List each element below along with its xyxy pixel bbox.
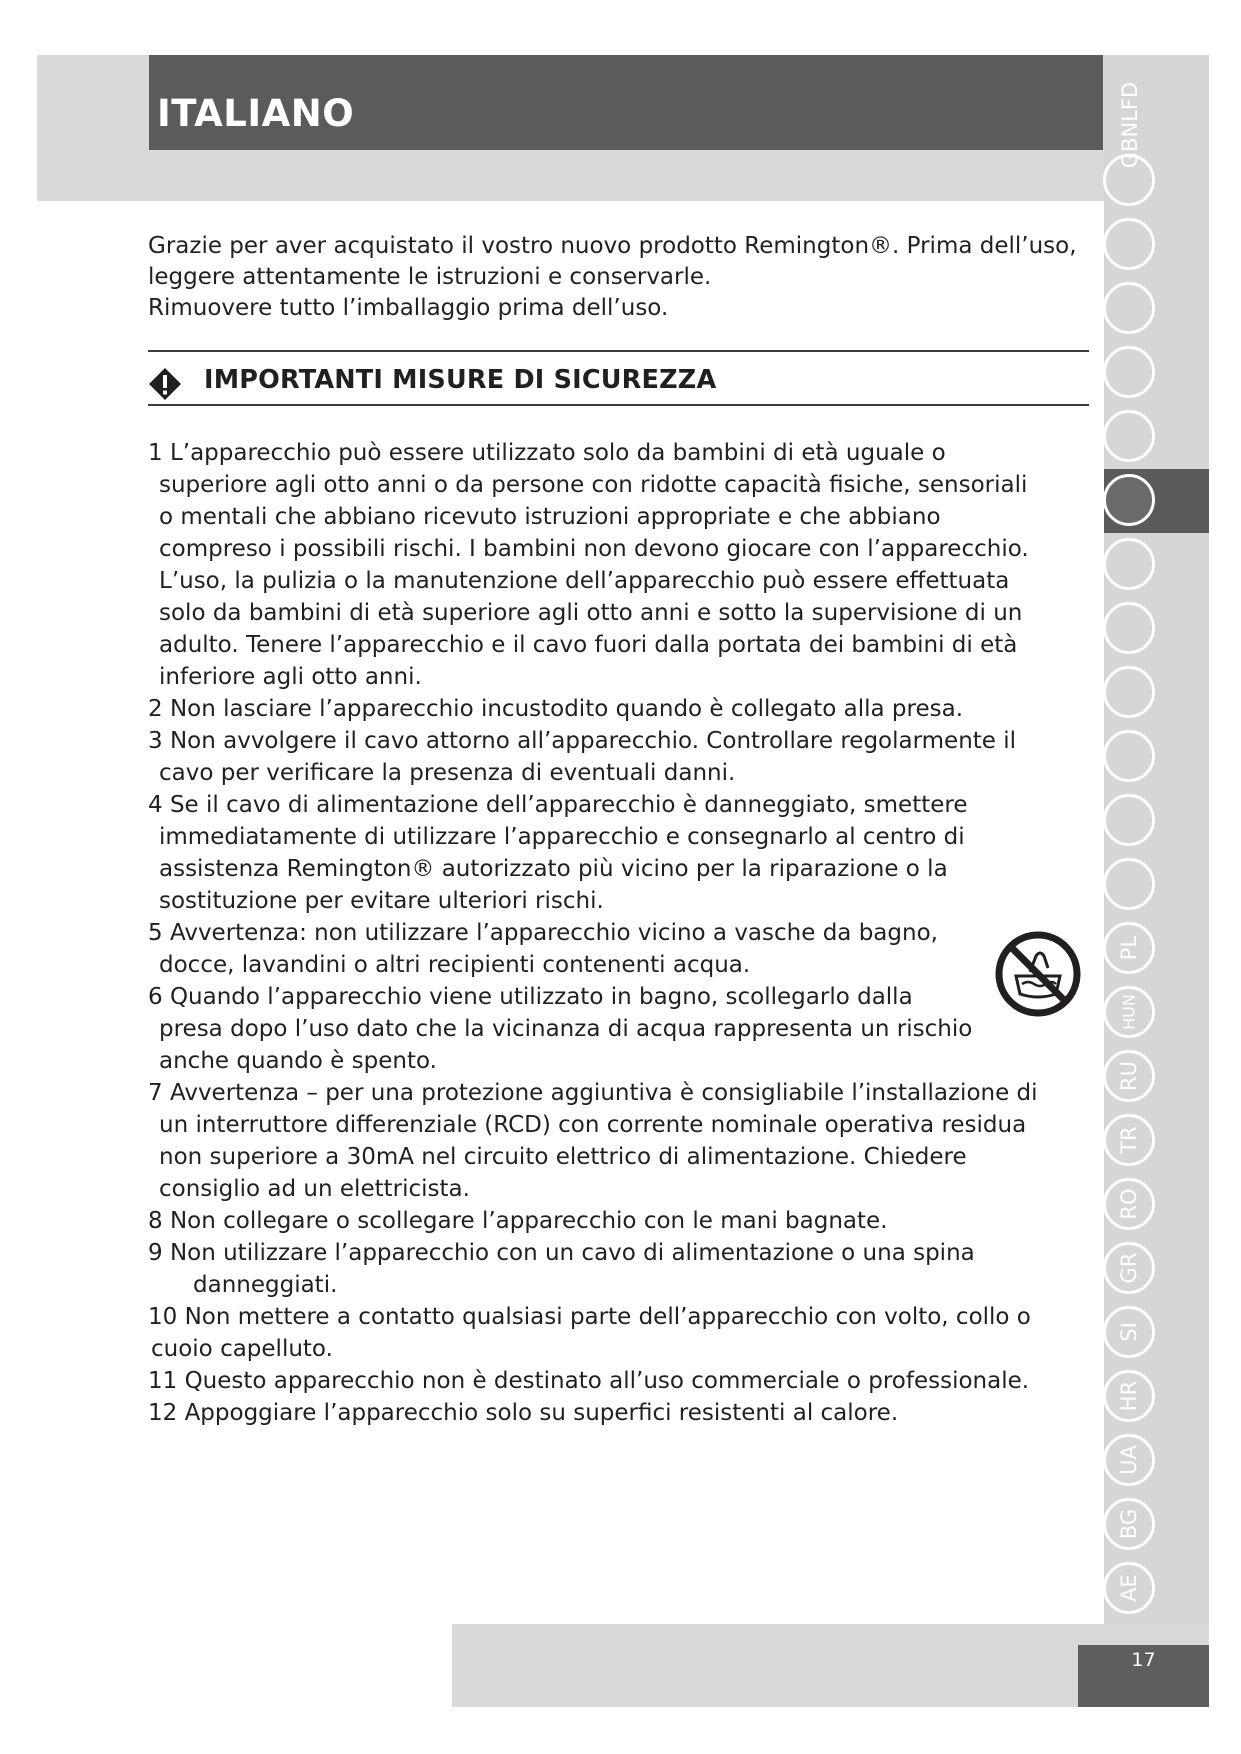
list-line: sostituzione per evitare ulteriori rischi. (159, 888, 604, 914)
section-rule-top (148, 350, 1089, 352)
lang-circle-i[interactable] (1103, 474, 1155, 526)
no-water-use-icon (994, 930, 1082, 1018)
list-line: L’uso, la pulizia o la manutenzione dell’apparecchio può essere effettuata (159, 568, 1010, 594)
warning-diamond-icon (148, 367, 182, 401)
list-line: 11 Questo apparecchio non è destinato all’uso commerciale o professionale. (148, 1368, 1030, 1394)
list-line: compreso i possibili rischi. I bambini non devono giocare con l’apparecchio. (159, 536, 1029, 562)
list-line: 2 Non lasciare l’apparecchio incustodito quando è collegato alla presa. (148, 696, 964, 722)
lang-circle-hun[interactable]: HUN (1103, 986, 1155, 1038)
lang-circle-sk[interactable] (1103, 794, 1155, 846)
list-line: 12 Appoggiare l’apparecchio solo su superfici resistenti al calore. (148, 1400, 899, 1426)
list-line: cavo per verificare la presenza di eventuali danni. (159, 760, 736, 786)
intro-line-2: leggere attentamente le istruzioni e conservarle. (148, 264, 712, 290)
list-line: assistenza Remington® autorizzato più vicino per la riparazione o la (159, 856, 948, 882)
lang-circle-pl[interactable]: PL (1103, 922, 1155, 974)
lang-circle-s[interactable] (1103, 538, 1155, 590)
list-line: un interruttore differenziale (RCD) con corrente nominale operativa residua (159, 1112, 1027, 1138)
section-title: IMPORTANTI MISURE DI SICUREZZA (204, 365, 717, 395)
list-line: anche quando è spento. (159, 1048, 437, 1074)
lang-circle-d[interactable] (1103, 346, 1155, 398)
lang-gb[interactable]: GB (1118, 137, 1142, 169)
list-line: danneggiati. (193, 1272, 338, 1298)
list-line: cuoio capelluto. (151, 1336, 333, 1362)
lang-d[interactable]: D (1118, 81, 1142, 98)
lang-circle-si[interactable]: SI (1103, 1306, 1155, 1358)
intro-line-1: Grazie per aver acquistato il vostro nuovo prodotto Remington®. Prima dell’uso, (148, 233, 1077, 259)
lang-circle-ae[interactable]: AE (1103, 1562, 1155, 1614)
list-line: o mentali che abbiano ricevuto istruzioni appropriate e che abbiano (159, 504, 941, 530)
list-line: presa dopo l’uso dato che la vicinanza di acqua rappresenta un rischio (159, 1016, 973, 1042)
lang-circle-fin[interactable] (1103, 666, 1155, 718)
page-number: 17 (1131, 1649, 1156, 1671)
lang-circle-nl[interactable] (1103, 218, 1155, 270)
list-line: inferiore agli otto anni. (159, 664, 422, 690)
section-rule-bottom (148, 404, 1089, 406)
list-line: 7 Avvertenza – per una protezione aggiuntiva è consigliabile l’installazione di (148, 1080, 1038, 1106)
lang-circle-tr[interactable]: TR (1103, 1114, 1155, 1166)
lang-circle-ru[interactable]: RU (1103, 1050, 1155, 1102)
page-title: ITALIANO (157, 92, 355, 135)
lang-circle-hr[interactable]: HR (1103, 1370, 1155, 1422)
lang-circle-gr[interactable]: GR (1103, 1242, 1155, 1294)
list-line: 10 Non mettere a contatto qualsiasi parte dell’apparecchio con volto, collo o (148, 1304, 1031, 1330)
list-line: superiore agli otto anni o da persone con ridotte capacità fisiche, sensoriali (159, 472, 1028, 498)
lang-circle-ua[interactable]: UA (1103, 1434, 1155, 1486)
list-line: 8 Non collegare o scollegare l’apparecchio con le mani bagnate. (148, 1208, 888, 1234)
lang-circle-ro[interactable]: RO (1103, 1178, 1155, 1230)
lang-circle-cz[interactable] (1103, 858, 1155, 910)
list-line: 5 Avvertenza: non utilizzare l’apparecchio vicino a vasche da bagno, (148, 920, 938, 946)
list-line: consiglio ad un elettricista. (159, 1176, 470, 1202)
lang-circle-n[interactable] (1103, 602, 1155, 654)
list-line: docce, lavandini o altri recipienti contenenti acqua. (159, 952, 751, 978)
list-line: non superiore a 30mA nel circuito elettrico di alimentazione. Chiedere (159, 1144, 967, 1170)
list-line: 3 Non avvolgere il cavo attorno all’apparecchio. Controllare regolarmente il (148, 728, 1017, 754)
lang-f[interactable]: F (1118, 97, 1142, 111)
lang-circle-gb[interactable] (1103, 154, 1155, 206)
list-line: 4 Se il cavo di alimentazione dell’apparecchio è danneggiato, smettere (148, 792, 968, 818)
intro-line-3: Rimuovere tutto l’imballaggio prima dell’uso. (148, 295, 669, 321)
lang-circle-f[interactable] (1103, 282, 1155, 334)
lang-circle-dk[interactable] (1103, 410, 1155, 462)
list-line: 1 L’apparecchio può essere utilizzato solo da bambini di età uguale o (148, 440, 946, 466)
list-line: 9 Non utilizzare l’apparecchio con un cavo di alimentazione o una spina (148, 1240, 975, 1266)
list-line: immediatamente di utilizzare l’apparecchio e consegnarlo al centro di (159, 824, 965, 850)
list-line: solo da bambini di età superiore agli otto anni e sotto la supervisione di un (159, 600, 1023, 626)
list-line: adulto. Tenere l’apparecchio e il cavo fuori dalla portata dei bambini di età (159, 632, 1018, 658)
list-line: 6 Quando l’apparecchio viene utilizzato in bagno, scollegarlo dalla (148, 984, 913, 1010)
lang-circle-p[interactable] (1103, 730, 1155, 782)
lang-nl[interactable]: NL (1118, 110, 1142, 138)
lang-circle-bg[interactable]: BG (1103, 1498, 1155, 1550)
